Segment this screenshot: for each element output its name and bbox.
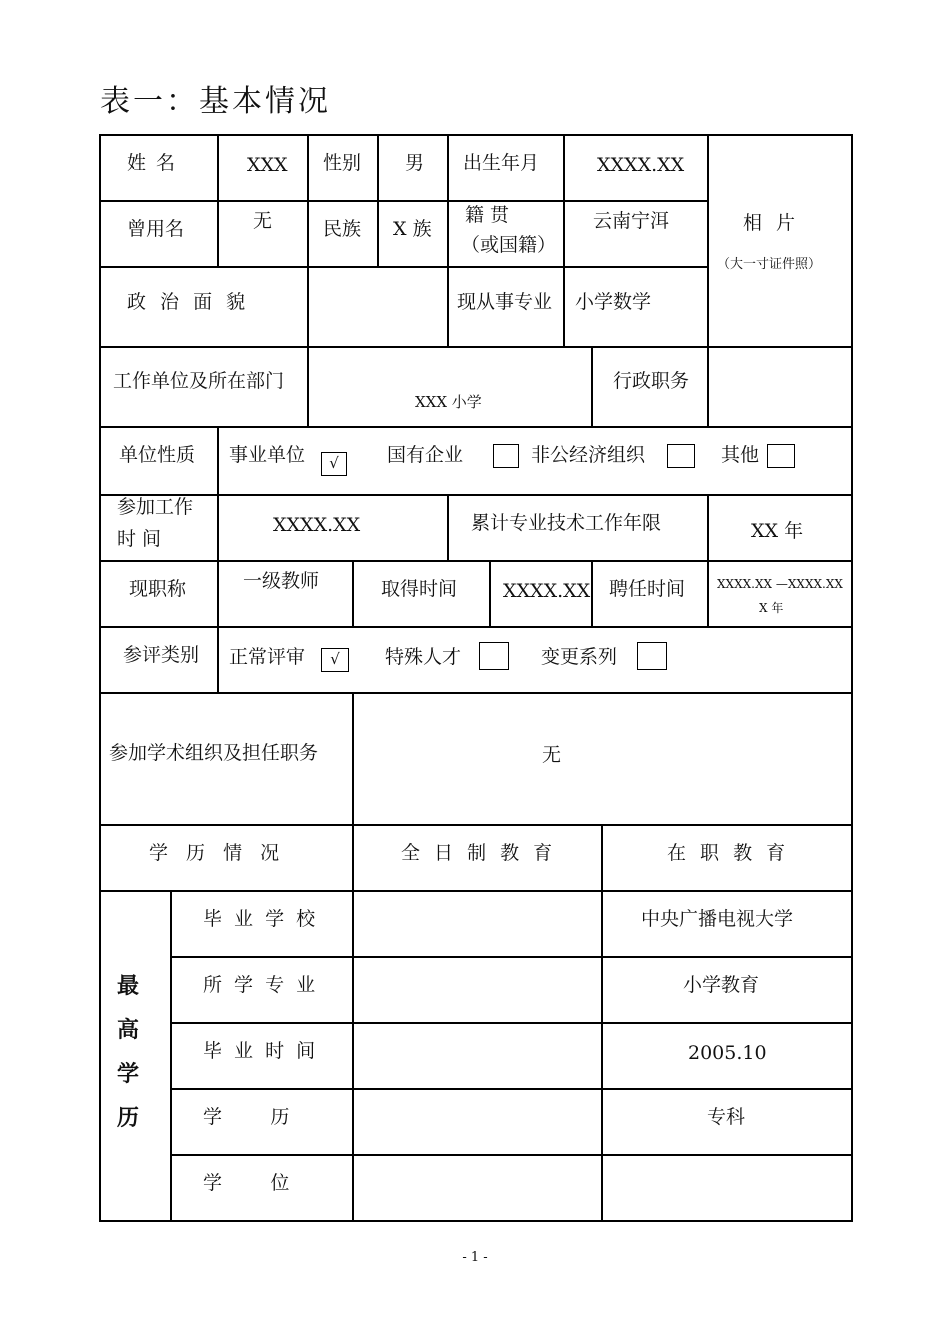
photo-note: （大一寸证件照） (717, 257, 822, 272)
checkbox-public-institution[interactable]: √ (321, 452, 347, 476)
grid-line (591, 346, 593, 426)
graduation-date-inservice: 2005.10 (688, 1042, 767, 1064)
former-name-value: 无 (253, 210, 273, 232)
ethnicity-label: 民族 (323, 218, 362, 240)
employer-label: 工作单位及所在部门 (113, 370, 285, 392)
highest-degree-char: 学 (117, 1062, 140, 1087)
specialty-label: 现从事专业 (457, 291, 553, 313)
grid-line (99, 426, 853, 428)
page-number: - 1 - (462, 1250, 488, 1265)
grid-line (99, 346, 853, 348)
checkbox-non-public-org[interactable] (667, 444, 695, 468)
grid-line (99, 824, 853, 826)
highest-degree-char: 最 (117, 974, 140, 999)
category-label: 参评类别 (123, 644, 200, 666)
grid-line (217, 426, 219, 692)
page-title: 表一：基本情况 (100, 84, 331, 119)
grid-line (307, 266, 309, 426)
grid-line (171, 1022, 853, 1024)
fulltime-education-header: 全 日 制 教 育 (401, 842, 557, 864)
political-label: 政 治 面 貌 (127, 291, 250, 313)
grid-line (171, 1088, 853, 1090)
option-change-series: 变更系列 (541, 646, 618, 668)
checkbox-state-enterprise[interactable] (493, 444, 519, 468)
name-label: 姓 名 (127, 152, 178, 174)
grid-line (99, 692, 853, 694)
grid-line (489, 560, 491, 626)
specialty-value: 小学数学 (575, 291, 652, 313)
grid-line (707, 134, 709, 346)
highest-degree-char: 高 (117, 1018, 140, 1043)
photo-label: 相 片 (743, 212, 800, 234)
birth-label: 出生年月 (463, 152, 540, 174)
employer-value: XXX 小学 (415, 393, 482, 411)
inservice-education-header: 在 职 教 育 (667, 842, 790, 864)
origin-value: 云南宁洱 (593, 210, 670, 232)
grid-line (851, 134, 853, 1222)
option-public-institution: 事业单位 (229, 444, 306, 466)
grid-line (377, 134, 379, 266)
grid-line (447, 494, 449, 560)
birth-value: XXXX.XX (597, 154, 685, 176)
academic-org-value: 无 (542, 744, 562, 766)
grid-line (99, 200, 709, 202)
grid-line (99, 626, 853, 628)
title-value: 一级教师 (243, 570, 320, 592)
years-value: XX 年 (751, 520, 804, 542)
unit-nature-label: 单位性质 (119, 444, 196, 466)
appointed-value: XXXX.XX —XXXX.XX (717, 577, 843, 591)
name-value: XXX (247, 154, 288, 176)
grid-line (307, 134, 309, 266)
option-other: 其他 (721, 444, 760, 466)
grid-line (591, 560, 593, 626)
ethnicity-value: X 族 (393, 218, 432, 240)
education-header-label: 学 历 情 况 (149, 842, 286, 864)
checkbox-normal-review[interactable]: √ (321, 648, 349, 672)
grid-line (707, 346, 709, 426)
checkbox-other[interactable] (767, 444, 795, 468)
appointed-value-sub: X 年 (759, 601, 784, 615)
graduation-school-label: 毕 业 学 校 (203, 908, 319, 930)
graduation-date-label: 毕 业 时 间 (203, 1040, 319, 1062)
option-state-enterprise: 国有企业 (387, 444, 464, 466)
grid-line (352, 692, 354, 1222)
basic-info-form (99, 134, 853, 1222)
admin-post-label: 行政职务 (613, 370, 690, 392)
major-inservice: 小学教育 (683, 974, 760, 996)
education-level-label: 学 历 (203, 1106, 290, 1128)
option-special-talent: 特殊人才 (385, 646, 462, 668)
option-normal-review: 正常评审 (229, 646, 306, 668)
option-non-public-org: 非公经济组织 (531, 444, 646, 466)
highest-degree-char: 历 (117, 1106, 140, 1131)
origin-label: 籍 贯 (465, 204, 510, 226)
grid-line (99, 134, 853, 136)
grid-line (171, 1154, 853, 1156)
grid-line (447, 134, 449, 346)
grid-line (99, 494, 853, 496)
grid-line (217, 134, 219, 266)
graduation-school-inservice: 中央广播电视大学 (641, 908, 794, 930)
degree-label: 学 位 (203, 1172, 290, 1194)
work-start-label-sub: 时 间 (117, 528, 162, 550)
appointed-label: 聘任时间 (609, 578, 686, 600)
grid-line (99, 890, 853, 892)
academic-org-label: 参加学术组织及担任职务 (109, 742, 319, 764)
education-level-inservice: 专科 (707, 1106, 746, 1128)
years-label: 累计专业技术工作年限 (471, 512, 662, 534)
grid-line (707, 494, 709, 560)
grid-line (170, 890, 172, 1222)
grid-line (563, 134, 565, 346)
grid-line (99, 134, 101, 1222)
grid-line (99, 266, 709, 268)
major-label: 所 学 专 业 (203, 974, 319, 996)
obtained-value: XXXX.XX (503, 580, 591, 602)
grid-line (352, 560, 354, 626)
work-start-label: 参加工作 (117, 496, 194, 518)
grid-line (99, 1220, 853, 1222)
grid-line (171, 956, 853, 958)
grid-line (601, 824, 603, 1222)
grid-line (707, 560, 709, 626)
origin-label-sub: （或国籍） (461, 234, 557, 256)
former-name-label: 曾用名 (127, 218, 185, 240)
obtained-label: 取得时间 (381, 578, 458, 600)
checkbox-change-series[interactable] (637, 642, 667, 670)
grid-line (99, 560, 853, 562)
gender-label: 性别 (323, 152, 362, 174)
highest-degree-label (117, 976, 141, 1152)
title-label: 现职称 (129, 578, 187, 600)
gender-value: 男 (405, 152, 425, 174)
checkbox-special-talent[interactable] (479, 642, 509, 670)
work-start-value: XXXX.XX (273, 514, 361, 536)
